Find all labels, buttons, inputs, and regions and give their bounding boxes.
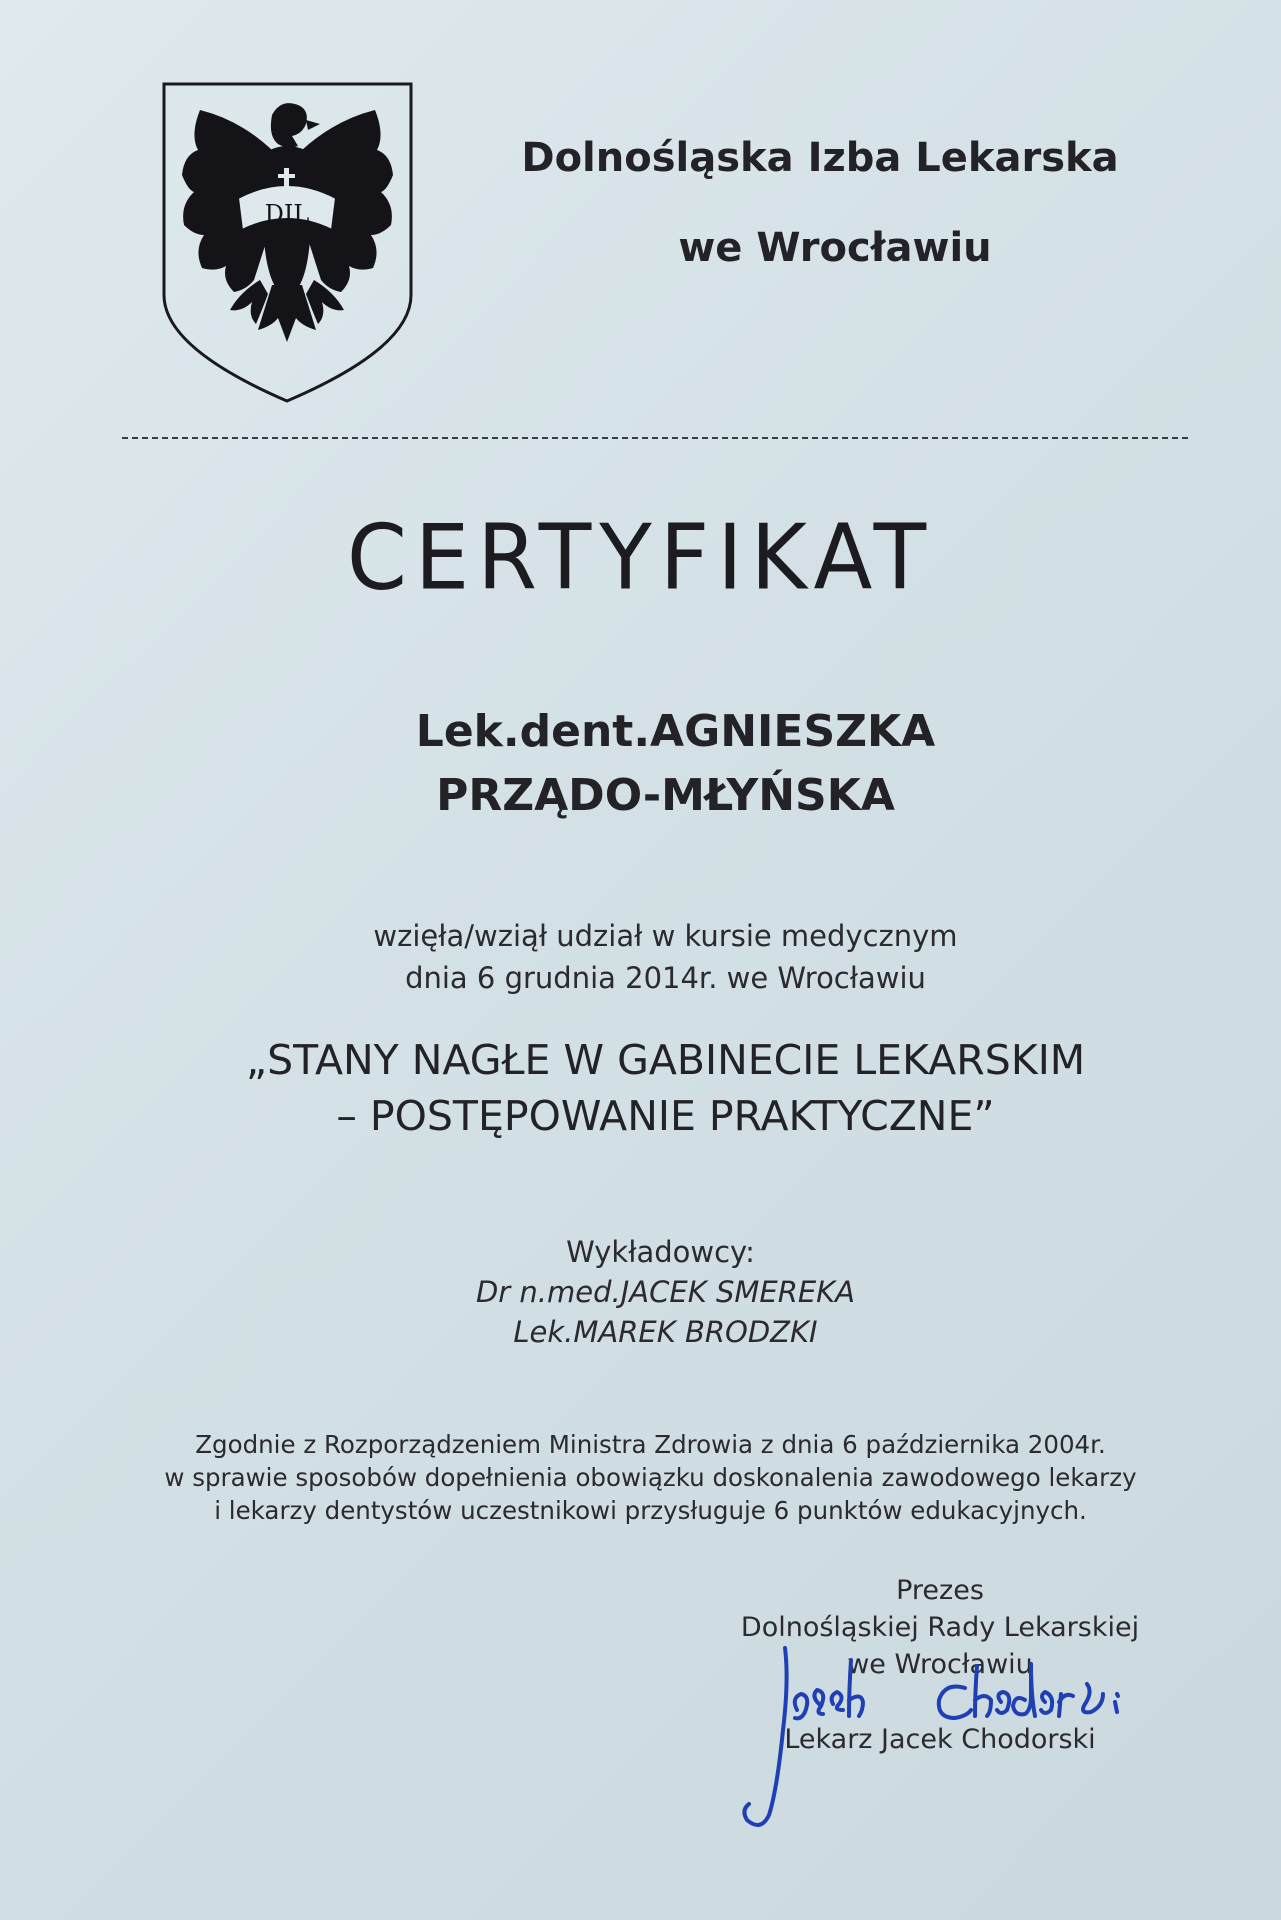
eagle-crest-icon <box>160 80 415 405</box>
signature-block <box>650 1572 1230 1758</box>
legal-line: w sprawie sposobów dopełnienia obowiązku doskonalenia zawodowego lekarzy <box>164 1463 1137 1492</box>
course-intro <box>0 915 1281 999</box>
lecturer-name: Lek.MAREK BRODZKI <box>513 1315 818 1349</box>
certificate-title: CERTYFIKAT <box>346 505 935 611</box>
svg-text:DIL: DIL <box>264 200 310 228</box>
course-title-line1: „STANY NAGŁE W GABINECIE LEKARSKIM <box>245 1036 1086 1084</box>
legal-line: Zgodnie z Rozporządzeniem Ministra Zdrowia z dnia 6 października 2004r. <box>195 1430 1106 1459</box>
course-intro-line2: dnia 6 grudnia 2014r. we Wrocławiu <box>405 961 926 995</box>
organization-name <box>440 135 1200 271</box>
recipient-name-line1: Lek.dent.AGNIESZKA <box>415 706 936 757</box>
signer-body-line2: we Wrocławiu <box>847 1649 1033 1680</box>
signer-role: Prezes <box>896 1575 984 1606</box>
legal-notice <box>0 1428 1281 1527</box>
course-title-line2: – POSTĘPOWANIE PRAKTYCZNE” <box>336 1092 995 1140</box>
org-name-line: Dolnośląska Izba Lekarska <box>521 135 1119 181</box>
course-intro-line1: wzięła/wziął udział w kursie medycznym <box>373 919 958 953</box>
org-city-line: we Wrocławiu <box>678 225 992 271</box>
signer-body-line1: Dolnośląskiej Rady Lekarskiej <box>740 1612 1140 1643</box>
lecturers-block <box>0 1232 1281 1352</box>
legal-line: i lekarzy dentystów uczestnikowi przysługuje 6 punktów edukacyjnych. <box>214 1496 1087 1525</box>
recipient-name-line2: PRZĄDO-MŁYŃSKA <box>436 770 895 821</box>
signer-name: Lekarz Jacek Chodorski <box>784 1724 1096 1755</box>
lecturers-header: Wykładowcy: <box>566 1235 755 1269</box>
lecturer-name: Dr n.med.JACEK SMEREKA <box>475 1275 856 1309</box>
recipient-name <box>0 700 1281 828</box>
course-title <box>0 1032 1281 1144</box>
dashed-divider <box>122 437 1188 439</box>
